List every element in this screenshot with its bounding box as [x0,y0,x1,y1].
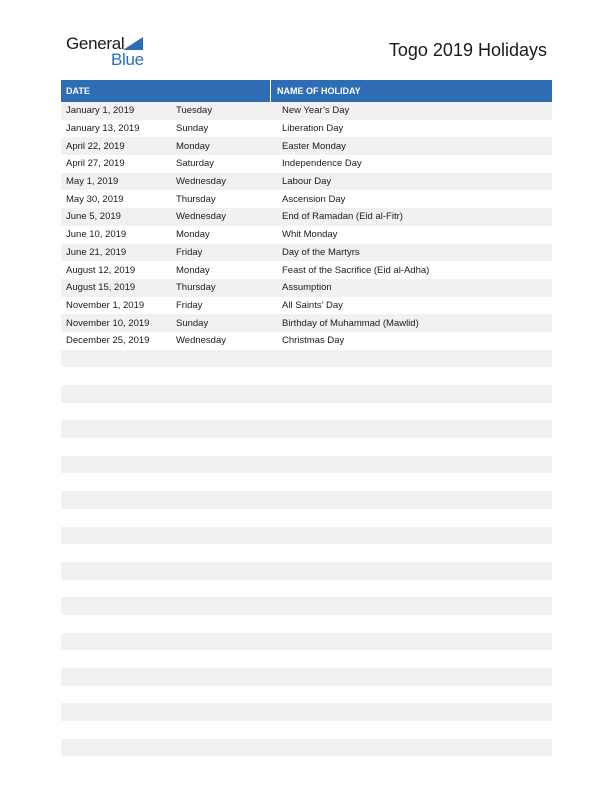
table-row [61,668,552,686]
table-row [61,527,552,545]
cell-date: August 12, 2019 [66,264,136,276]
table-row [61,208,552,226]
cell-weekday: Friday [176,246,203,258]
table-row [61,367,552,385]
logo-general-text: General [66,34,125,53]
cell-date: June 5, 2019 [66,211,121,223]
page-title: Togo 2019 Holidays [388,40,547,60]
table-row [61,332,552,350]
table-row [61,756,552,774]
table-row [61,473,552,491]
table-row [61,226,552,244]
table-row [61,120,552,138]
cell-weekday: Sunday [176,123,209,135]
cell-weekday: Thursday [176,282,216,294]
table-row [61,244,552,262]
cell-date: January 1, 2019 [66,105,135,117]
cell-date: November 10, 2019 [66,317,150,329]
cell-weekday: Sunday [176,317,209,329]
cell-weekday: Wednesday [176,211,226,223]
table-row [61,686,552,704]
logo [66,34,156,68]
table-row [61,491,552,509]
cell-weekday: Wednesday [176,335,226,347]
cell-holiday-name: Easter Monday [282,140,346,152]
cell-weekday: Thursday [176,193,216,205]
table-row [61,438,552,456]
table-row [61,739,552,757]
cell-weekday: Monday [176,140,210,152]
cell-holiday-name: Liberation Day [282,123,344,135]
cell-date: August 15, 2019 [66,282,136,294]
cell-holiday-name: Independence Day [282,158,362,170]
table-row [61,650,552,668]
cell-date: November 1, 2019 [66,299,145,311]
cell-weekday: Monday [176,229,210,241]
table-row [61,350,552,368]
cell-weekday: Wednesday [176,176,226,188]
cell-date: May 30, 2019 [66,193,124,205]
cell-date: January 13, 2019 [66,123,140,135]
cell-holiday-name: Assumption [282,282,332,294]
logo-flag-icon [123,37,143,50]
table-row [61,137,552,155]
cell-date: June 10, 2019 [66,229,127,241]
cell-holiday-name: Whit Monday [282,229,338,241]
cell-holiday-name: Day of the Martyrs [282,246,360,258]
table-row [61,633,552,651]
table-row [61,703,552,721]
table-row [61,102,552,120]
cell-date: June 21, 2019 [66,246,127,258]
table-row [61,279,552,297]
table-row [61,420,552,438]
cell-holiday-name: Labour Day [282,176,332,188]
logo-blue-text: Blue [111,50,144,69]
header-holiday-name: NAME OF HOLIDAY [277,86,361,96]
table-row [61,580,552,598]
table-row [61,173,552,191]
cell-holiday-name: New Year’s Day [282,105,350,117]
cell-holiday-name: Feast of the Sacrifice (Eid al-Adha) [282,264,430,276]
cell-holiday-name: Birthday of Muhammad (Mawlid) [282,317,419,329]
table-header [61,80,552,102]
cell-date: April 22, 2019 [66,140,125,152]
holiday-table [61,80,552,774]
table-row [61,155,552,173]
table-row [61,403,552,421]
table-row [61,297,552,315]
cell-weekday: Monday [176,264,210,276]
table-row [61,190,552,208]
header-date: DATE [61,80,271,102]
cell-holiday-name: Christmas Day [282,335,345,347]
table-row [61,385,552,403]
table-row [61,562,552,580]
cell-date: May 1, 2019 [66,176,119,188]
table-row [61,597,552,615]
cell-holiday-name: End of Ramadan (Eid al-Fitr) [282,211,403,223]
cell-holiday-name: All Saints’ Day [282,299,343,311]
table-row [61,261,552,279]
table-row [61,721,552,739]
table-row [61,615,552,633]
cell-date: December 25, 2019 [66,335,150,347]
cell-weekday: Tuesday [176,105,213,117]
table-body [61,102,552,774]
cell-date: April 27, 2019 [66,158,125,170]
cell-holiday-name: Ascension Day [282,193,346,205]
table-row [61,314,552,332]
table-row [61,544,552,562]
cell-weekday: Friday [176,299,203,311]
table-row [61,456,552,474]
cell-weekday: Saturday [176,158,215,170]
table-row [61,509,552,527]
